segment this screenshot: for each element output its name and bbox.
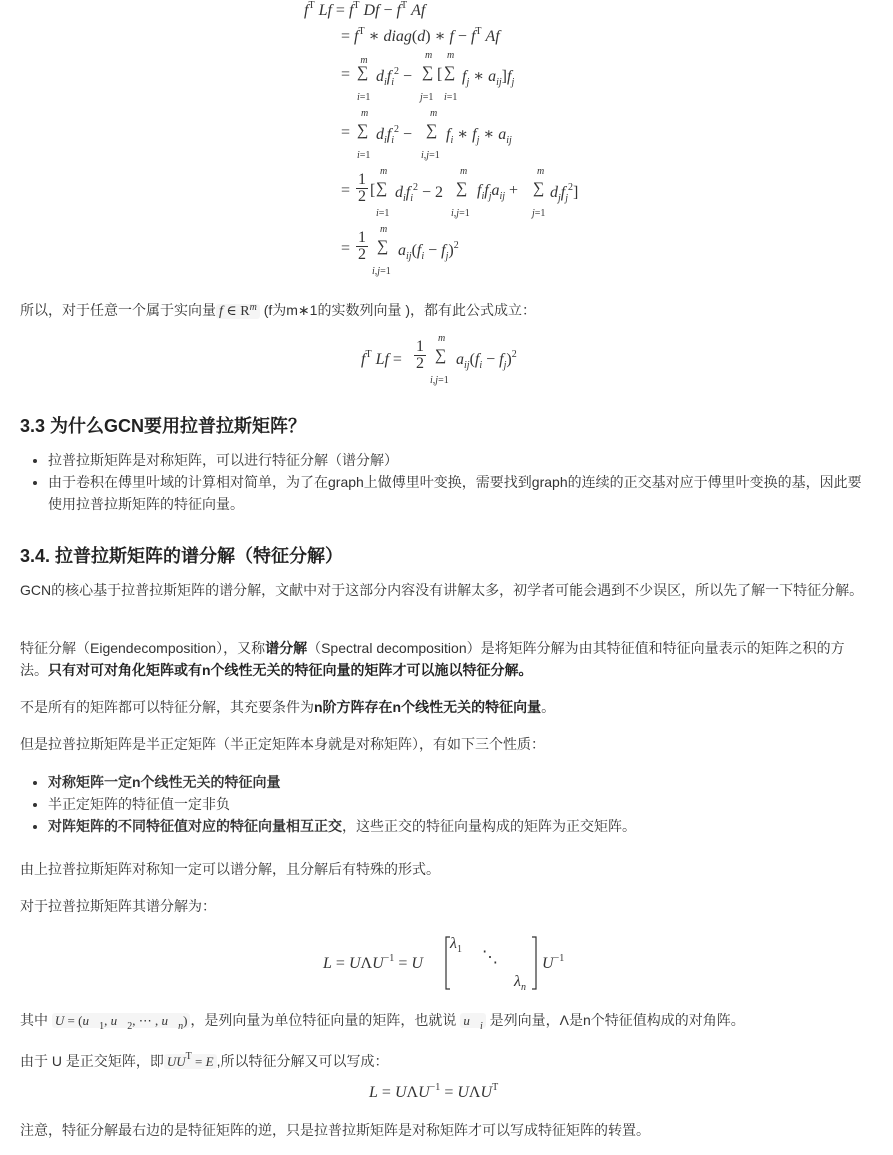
sum-upper-bound: m (425, 50, 433, 61)
sum-symbol: ∑ (422, 64, 434, 81)
derivation-term: $f_if_ja_{ij}$ + (477, 182, 519, 202)
real-vector-paragraph: 所以，对于任意一个属于实向量 f ∈ $R^m$ (f为m∗1的实数列向量 )，都有此公式成立： (20, 302, 536, 319)
sum-symbol: ∑ (357, 64, 369, 81)
derivation-term: $d_if_i^2$ − (376, 124, 413, 146)
sum-symbol: ∑ (377, 238, 389, 255)
derivation-line-2: = $f^T$ ∗ diag(d) ∗ $f - f^T$ Af (341, 26, 500, 45)
spectral-intro-paragraph: 对于拉普拉斯矩阵其谱分解为： (20, 898, 216, 914)
real-vector-math: f ∈ $R^m$ (216, 304, 260, 319)
u-definition-paragraph: 其中 $U = (u⃗_1$, $u⃗_2$, ⋯ , $u⃗_n$) ，是列向量为单位特征向量的矩阵，也就说 $u⃗_i$ 是列向量，Λ是n个特征值构成的对角阵。 (20, 1012, 745, 1032)
sum-symbol: ∑ (435, 347, 447, 364)
diagonal-matrix (444, 935, 538, 991)
sum-symbol: ∑ (533, 180, 545, 197)
fraction-half: $\frac{1}{2}$ (416, 338, 424, 372)
section-3-3 (20, 412, 306, 438)
derivation-term: $d_if_i^2 - 2$ (395, 182, 444, 204)
list-item: • 对阵矩阵的不同特征值对应的特征向量相互正交，这些正交的特征向量构成的矩阵为正交矩阵。 (48, 815, 870, 837)
section-3-3-title: 3.3 为什么GCN要用拉普拉斯矩阵？ (20, 416, 307, 436)
sum-upper-bound: m (447, 50, 455, 61)
derivation-term: $f_i$ ∗ $f_j$ ∗ $a_{ij}$ (446, 126, 512, 146)
sum-symbol: ∑ (444, 64, 456, 81)
sum-lower-bound: j=1 (532, 208, 546, 219)
note-paragraph: 注意，特征分解最右边的是特征矩阵的逆，只是拉普拉斯矩阵是对称矩阵才可以写成特征矩阵的转置。 (20, 1122, 650, 1138)
derivation-term: $a_{ij}(f_i - f_j)^2$ (398, 240, 459, 262)
result-formula-term: $a_{ij}(f_i - f_j)^2$ (456, 349, 517, 371)
derivation-term: $d_if_i^2$ − (376, 66, 413, 88)
derivation-line-1: $f^T$ $Lf = f^T$ $Df - f^T$ Af (304, 0, 426, 19)
sum-symbol: ∑ (357, 122, 369, 139)
derivation-line-5: = (341, 182, 351, 199)
list-item: • 对称矩阵一定n个线性无关的特征向量 (48, 771, 870, 793)
fraction-half: $\frac{1}{2}$ (358, 171, 366, 205)
sum-lower-bound: i,j=1 (421, 150, 440, 161)
sum-symbol: ∑ (376, 180, 388, 197)
section-3-4-title: 3.4. 拉普拉斯矩阵的谱分解（特征分解） (20, 546, 344, 566)
symmetric-paragraph: 由上拉普拉斯矩阵对称知一定可以谱分解，且分解后有特殊的形式。 (20, 861, 440, 877)
sum-upper-bound: m (361, 108, 369, 119)
sum-lower-bound: i=1 (357, 150, 371, 161)
diagonal-dots: ⋱ (482, 949, 498, 966)
section-3-3-list (20, 449, 870, 515)
derivation-line-4: = (341, 124, 351, 141)
list-item: • 拉普拉斯矩阵是对称矩阵，可以进行特征分解（谱分解） (48, 449, 870, 471)
eigendecomposition-paragraph: 特征分解（Eigendecomposition），又称谱分解（Spectral decomposition）是将矩阵分解为由其特征值和特征向量表示的矩阵之积的方法。只有对可对角化矩阵或有n个线性无关的特征向量的矩阵才可以施以特征分解。 (20, 640, 845, 678)
derivation-term: [ (437, 66, 443, 83)
sum-upper-bound: m (430, 108, 438, 119)
sum-upper-bound: m (438, 333, 446, 344)
semi-definite-paragraph: 但是拉普拉斯矩阵是半正定矩阵（半正定矩阵本身就是对称矩阵），有如下三个性质： (20, 736, 545, 752)
derivation-term: $d_jf_j^2$] (550, 182, 579, 204)
section-3-4 (20, 542, 343, 568)
derivation-term: [ (370, 182, 376, 199)
u-matrix-math: $U = (u⃗_1$, $u⃗_2$, ⋯ , $u⃗_n$) (52, 1013, 191, 1028)
sum-lower-bound: i=1 (376, 208, 390, 219)
lambda-1: $\lambda_1$ (450, 935, 462, 955)
sum-upper-bound: m (537, 166, 545, 177)
sum-lower-bound: i,j=1 (430, 375, 449, 386)
eigen-formula-rhs: $U^{-1}$ (542, 953, 565, 972)
sum-symbol: ∑ (426, 122, 438, 139)
sum-lower-bound: i,j=1 (451, 208, 470, 219)
sum-lower-bound: i=1 (444, 92, 458, 103)
sum-symbol: ∑ (456, 180, 468, 197)
eigen-formula-lhs: $L = U\Lambda U^{-1} = U$ (323, 953, 423, 972)
list-item: • 半正定矩阵的特征值一定非负 (48, 793, 870, 815)
sum-symbol: m (360, 55, 368, 66)
gcn-core-paragraph: GCN的核心基于拉普拉斯矩阵的谱分解，文献中对于这部分内容没有讲解太多，初学者可能会遇到不少误区，所以先了解一下特征分解。 (20, 582, 864, 598)
derivation-line-3: = (341, 66, 351, 83)
sum-lower-bound: j=1 (420, 92, 434, 103)
lambda-n: $\lambda_n$ (514, 973, 526, 993)
necessary-condition-paragraph: 不是所有的矩阵都可以特征分解，其充要条件为n阶方阵存在n个线性无关的特征向量。 (20, 699, 556, 715)
derivation-line-6: = (341, 240, 351, 257)
orthogonal-math: $UU^T = E$ (164, 1054, 217, 1069)
u-i-math: $u⃗_i$ (460, 1013, 485, 1028)
sum-lower-bound: i=1 (357, 92, 371, 103)
orthogonal-formula: $L = U\Lambda U^{-1} = U\Lambda U^T$ (369, 1082, 499, 1101)
sum-lower-bound: i,j=1 (372, 266, 391, 277)
orthogonal-paragraph: 由于 U 是正交矩阵，即 $UU^T = E$ ,所以特征分解又可以写成： (20, 1051, 389, 1069)
list-item: • 由于卷积在傅里叶域的计算相对简单，为了在graph上做傅里叶变换，需要找到graph的连续的正交基对应于傅里叶变换的基，因此要使用拉普拉斯矩阵的特征向量。 (48, 471, 870, 515)
sum-upper-bound: m (380, 166, 388, 177)
derivation-term: $f_j$ ∗ $a_{ij}]f_j$ (462, 68, 515, 88)
fraction-half: $\frac{1}{2}$ (358, 229, 366, 263)
properties-list (20, 771, 870, 837)
result-formula: $f^T$ Lf = (361, 349, 402, 368)
sum-upper-bound: m (460, 166, 468, 177)
sum-upper-bound: m (380, 224, 388, 235)
